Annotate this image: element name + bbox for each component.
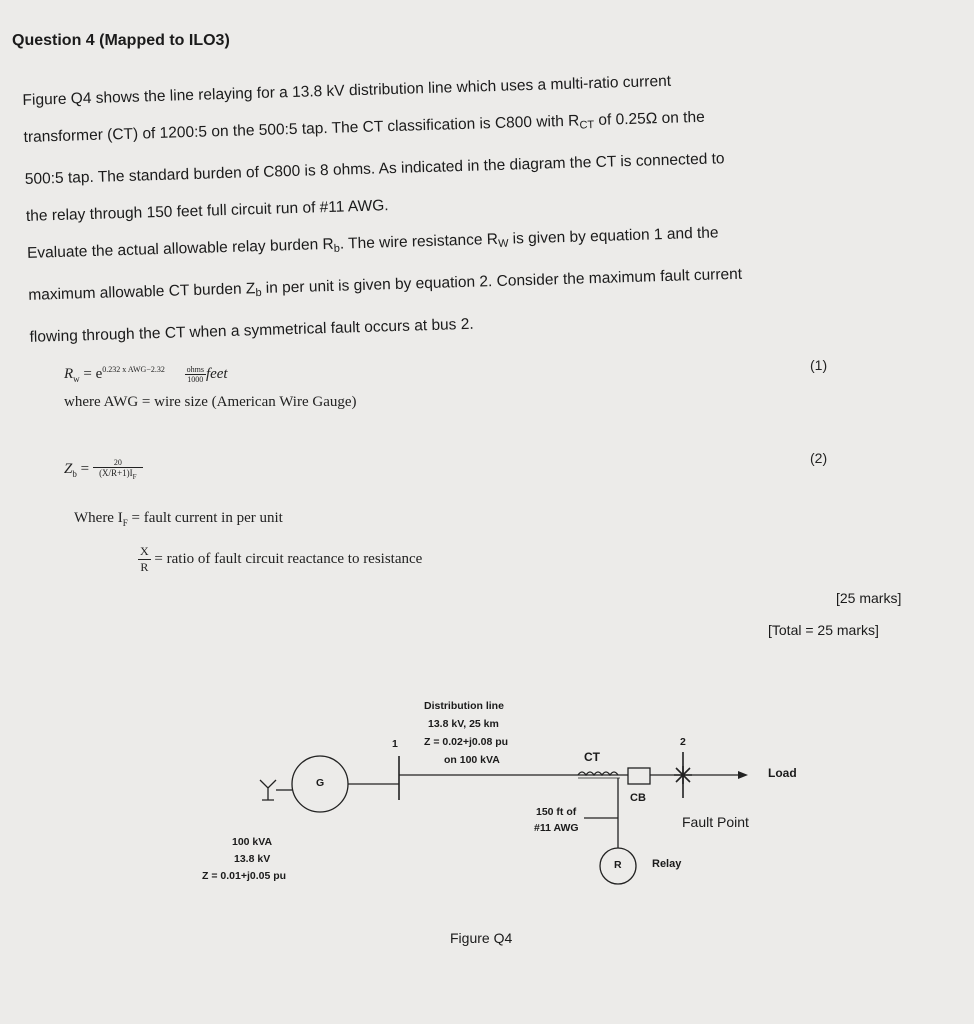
equation-1-number: (1) [810,357,828,373]
question-title: Question 4 (Mapped to ILO3) [12,32,230,49]
figure-caption: Figure Q4 [450,930,513,946]
generator-label: G [316,777,325,789]
line-base: on 100 kVA [444,754,500,766]
ct-label: CT [584,750,600,764]
bus-2-label: 2 [680,736,686,748]
line-title: Distribution line [424,700,504,712]
generator-voltage: 13.8 kV [234,853,271,865]
line-rating: 13.8 kV, 25 km [428,718,499,730]
fault-symbol [674,766,692,784]
cb-symbol [628,768,650,784]
paragraph-line-3: 500:5 tap. The standard burden of C800 is 8 ohms. As indicated in the diagram the CT is connected to [24,150,725,188]
equation-2-number: (2) [810,450,828,466]
paragraph-line-4: the relay through 150 feet full circuit run of #11 AWG. [25,197,389,225]
relay-symbol-label: R [614,859,622,871]
paragraph-line-7: flowing through the CT when a symmetrical fault occurs at bus 2. [29,315,474,346]
wire-label-1: 150 ft of [536,806,577,818]
line-impedance: Z = 0.02+j0.08 pu [424,736,509,748]
relay-label: Relay [652,858,682,870]
equation-1-where: where AWG = wire size (American Wire Gauge) [64,394,357,410]
equation-2: $Z_b$ = $\frac{20}{(X/R+1)I_F}$ [64,458,143,481]
paragraph-line-6: maximum allowable CT burden $Z_b$ in per unit is given by equation 2. Consider the maximum fault current [28,265,743,304]
ground-symbol [260,780,276,800]
wire-label-2: #11 AWG [534,822,579,834]
equation-2-xr: $\frac{X}{R}$ = ratio of fault circuit reactance to resistance [140,544,423,574]
equation-1: $R_w = e^{0.232 x AWG-2.32}$ $\frac{\text{ohms}}{1000}$ feet [64,365,228,385]
generator-rating: 100 kVA [232,836,273,848]
question-marks: [25 marks] [836,590,902,606]
cb-label: CB [630,792,646,804]
load-arrow [738,771,748,779]
bus-1-label: 1 [392,738,398,750]
paragraph-line-5: Evaluate the actual allowable relay burden $R_b$. The wire resistance $R_W$ is given by equation 1 and the [26,224,719,262]
generator-impedance: Z = 0.01+j0.05 pu [202,870,287,882]
fault-point-label: Fault Point [682,814,749,830]
load-label: Load [768,766,797,780]
paragraph-line-2: transformer (CT) of 1200:5 on the 500:5 tap. The CT classification is C800 with $R_{CT}$ of 0.25Ω on the [23,108,705,146]
equation-2-where: Where $I_F$ = fault current in per unit [74,510,283,528]
total-marks: [Total = 25 marks] [768,622,879,638]
paragraph-line-1: Figure Q4 shows the line relaying for a 13.8 kV distribution line which uses a multi-ratio current [22,72,672,109]
